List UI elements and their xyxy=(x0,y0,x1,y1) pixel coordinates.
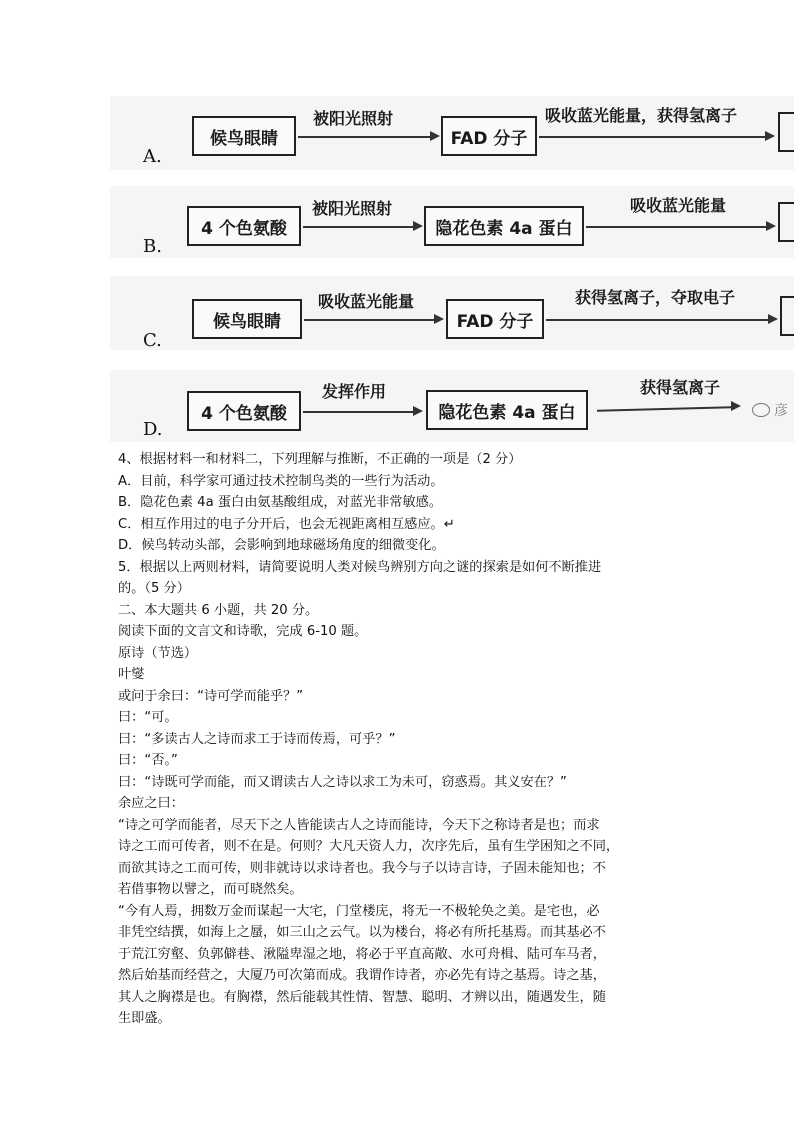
text-line: 若借事物以譬之，而可晓然矣。 xyxy=(118,882,303,897)
text-line: 然后始基而经营之，大厦乃可次第而成。我谓作诗者，亦必先有诗之基焉。诗之基， xyxy=(118,968,606,983)
option-a-arrow2-label: 吸收蓝光能量，获得氢离子 xyxy=(545,106,738,125)
option-a-arrow2 xyxy=(539,136,765,138)
text-line: 5．根据以上两则材料，请简要说明人类对候鸟辨别方向之谜的探索是如何不断推进 xyxy=(118,559,602,575)
option-a-arrow2-head xyxy=(765,131,775,141)
option-d-letter: D. xyxy=(143,419,163,440)
option-a-arrow1-label: 被阳光照射 xyxy=(313,109,394,128)
question-text-block xyxy=(118,449,678,1030)
option-d-arrow2-head xyxy=(731,401,741,411)
option-d-arrow1 xyxy=(303,411,413,413)
text-line: 诗之工而可传者，则不在是。何则？大凡天资人力，次序先后，虽有生学困知之不同， xyxy=(118,839,620,854)
option-b-box3-edge xyxy=(778,202,794,242)
text-line: B．隐花色素 4a 蛋白由氨基酸组成，对蓝光非常敏感。 xyxy=(118,495,443,510)
option-b-arrow2 xyxy=(586,226,766,228)
text-line: 生即盛。 xyxy=(118,1011,171,1026)
text-line: 的。（5 分） xyxy=(118,581,190,596)
option-c-box3-edge xyxy=(780,296,794,336)
option-b-box1: 4 个色氨酸 xyxy=(187,206,301,246)
option-c-arrow1-label: 吸收蓝光能量 xyxy=(318,292,415,311)
text-line: 阅读下面的文言文和诗歌，完成 6-10 题。 xyxy=(118,624,368,639)
text-line: 而欲其诗之工而可传，则非就诗以求诗者也。我今与子以诗言诗，子固未能知也；不 xyxy=(118,860,606,876)
text-line: “诗之可学而能者，尽天下之人皆能读古人之诗而能诗，今天下之称诗者是也；而求 xyxy=(118,817,600,833)
text-line: 叶燮 xyxy=(118,667,145,682)
watermark-icon xyxy=(752,403,770,417)
text-line: 曰：“诗既可学而能，而又谓读古人之诗以求工为未可，窃惑焉。其义安在？” xyxy=(118,774,567,790)
option-d-arrow1-head xyxy=(413,406,423,416)
option-d-box1: 4 个色氨酸 xyxy=(187,391,301,431)
option-a-box1: 候鸟眼睛 xyxy=(192,116,296,156)
option-a-arrow1-head xyxy=(430,131,440,141)
text-line: A．目前，科学家可通过技术控制鸟类的一些行为活动。 xyxy=(118,473,444,489)
option-c-arrow1 xyxy=(304,319,434,321)
text-line: 曰：“可。 xyxy=(118,710,178,725)
option-c-arrow2 xyxy=(546,319,768,321)
option-c-arrow1-head xyxy=(434,314,444,324)
option-a-box2: FAD 分子 xyxy=(441,116,537,156)
text-line: 余应之曰： xyxy=(118,796,184,811)
text-line: 曰：“否。” xyxy=(118,753,178,768)
text-line: “今有人焉，拥数万金而谋起一大宅，门堂楼庑，将无一不极轮奂之美。是宅也，必 xyxy=(118,903,600,919)
text-line: 其人之胸襟是也。有胸襟，然后能载其性情、智慧、聪明、才辨以出，随遇发生，随 xyxy=(118,989,606,1005)
text-line: 或问于余曰：“诗可学而能乎？” xyxy=(118,688,304,704)
text-line: D．候鸟转动头部，会影响到地球磁场角度的细微变化。 xyxy=(118,538,445,553)
option-c-letter: C. xyxy=(143,330,162,351)
option-d-box2: 隐花色素 4a 蛋白 xyxy=(426,390,588,430)
text-line: 4、根据材料一和材料二，下列理解与推断，不正确的一项是（2 分） xyxy=(118,452,522,467)
option-b-arrow1-head xyxy=(413,221,423,231)
text-line: 于荒江穷壑、负郭僻巷、湫隘卑湿之地，将必于平直高敞、水可舟楫、陆可车马者， xyxy=(118,946,606,962)
option-b-arrow1-label: 被阳光照射 xyxy=(312,199,393,218)
option-c-box2: FAD 分子 xyxy=(446,299,544,339)
text-line: 曰：“多读古人之诗而求工于诗而传焉，可乎？” xyxy=(118,731,396,747)
option-b-arrow1 xyxy=(303,226,413,228)
option-a-box3-edge xyxy=(778,112,794,152)
text-line: 非凭空结撰，如海上之蜃，如三山之云气。以为楼台，将必有所托基焉。而其基必不 xyxy=(118,925,606,940)
option-c-box1: 候鸟眼睛 xyxy=(192,299,302,339)
text-line: 二、本大题共 6 小题，共 20 分。 xyxy=(118,602,319,618)
watermark-text: 彦 xyxy=(774,403,788,419)
option-b-letter: B. xyxy=(143,236,162,257)
option-a-letter: A. xyxy=(143,146,162,167)
option-d-arrow2-label: 获得氢离子 xyxy=(640,378,721,397)
text-line: 原诗（节选） xyxy=(118,645,198,661)
option-c-arrow2-label: 获得氢离子，夺取电子 xyxy=(575,288,736,307)
text-line: C．相互作用过的电子分开后，也会无视距离相互感应。↵ xyxy=(118,516,455,532)
option-b-box2: 隐花色素 4a 蛋白 xyxy=(424,206,584,246)
option-b-arrow2-label: 吸收蓝光能量 xyxy=(630,196,727,215)
option-a-arrow1 xyxy=(298,136,430,138)
watermark xyxy=(752,400,788,420)
option-c-arrow2-head xyxy=(768,314,778,324)
option-b-arrow2-head xyxy=(766,221,776,231)
option-d-arrow1-label: 发挥作用 xyxy=(322,382,387,401)
